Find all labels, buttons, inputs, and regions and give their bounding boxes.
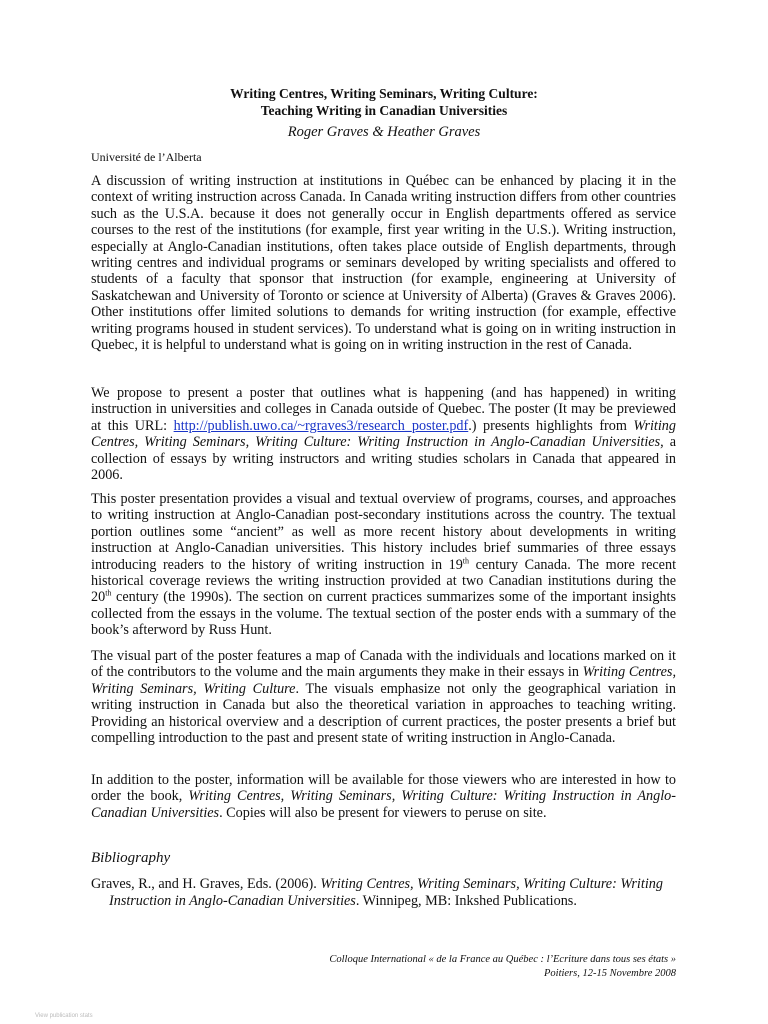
paragraph-4-text-a: The visual part of the poster features a map of Canada with the individuals and locations marked on it of the contributors to the volume and the main arguments they make in their essays in bbox=[91, 648, 676, 681]
book-title: Writing Centres, Writing Seminars, Writing Culture: Writing Instruction in Anglo-Canadian Universities bbox=[91, 417, 676, 451]
bibliography-entry-a: Graves, R., and H. Graves, Eds. (2006). bbox=[91, 876, 321, 892]
paragraph-4 bbox=[91, 648, 676, 746]
paragraph-3-text-b: century Canada. The more recent historical coverage reviews the writing instruction provided at two Canadian institutions during the 20 bbox=[91, 556, 677, 606]
authors: Roger Graves & Heather Graves bbox=[287, 124, 481, 140]
book-title: Writing Centres, Writing Seminars, Writing Culture bbox=[91, 664, 676, 697]
superscript-th: th bbox=[105, 588, 112, 598]
footer-location-date: Poitiers, 12-15 Novembre 2008 bbox=[543, 968, 676, 979]
bibliography-heading: Bibliography bbox=[91, 850, 171, 866]
view-publication-stats-link[interactable]: View publication stats bbox=[35, 1013, 93, 1019]
superscript-th: th bbox=[462, 555, 470, 565]
footer-conference: Colloque International « de la France au Québec : l’Ecriture dans tous ses états » bbox=[329, 954, 676, 965]
paragraph-4-text-b: . The visuals emphasize not only the geographical variation in writing instruction in Canada but also the theoretical variation in approaches to teaching writing. Providing an historical overview and a description of current practices, the poster presents a brief but compelling introduction to the past and present state of writing instruction in Anglo-Canada. bbox=[91, 680, 676, 747]
poster-url-link[interactable]: http://publish.uwo.ca/~rgraves3/research_poster.pdf bbox=[173, 417, 469, 434]
bibliography-entry bbox=[91, 876, 676, 910]
paragraph-3 bbox=[91, 491, 676, 639]
paragraph-2-text-a: We propose to present a poster that outlines what is happening (and has happened) in writing instruction in universities and colleges in Canada outside of Quebec. The poster (It may be previewed at this URL: bbox=[91, 385, 676, 434]
paragraph-5-text-a: In addition to the poster, information will be available for those viewers who are interested in how to order the book, bbox=[91, 772, 676, 805]
paragraph-3-text-c: century (the 1990s). The section on current practices summarizes some of the important insights collected from the essays in the volume. The textual section of the poster ends with a summary of the book’s afterword by Russ Hunt. bbox=[91, 589, 676, 639]
paragraph-3-text-a: This poster presentation provides a visual and textual overview of programs, courses, and approaches to writing instruction at Anglo-Canadian post-secondary institutions across the country. The textual portion outlines some “ancient” as well as more recent history about developments in writing instruction at Anglo-Canadian universities. This history includes brief summaries of three essays introducing readers to the history of writing instruction in 19 bbox=[91, 491, 676, 573]
bibliography-entry-b: . Winnipeg, MB: Inkshed Publications. bbox=[355, 893, 577, 909]
title-line-2: Teaching Writing in Canadian Universities bbox=[260, 103, 508, 118]
paragraph-1-text: A discussion of writing instruction at institutions in Québec can be enhanced by placing it in the context of writing instruction across Canada. In Canada writing instruction differs from other countries such as the U.S.A. because it does not generally occur in English departments offered as service courses to the rest of the institutions (for example, first year writing in the U.S.). Writing instruction, especially at Anglo-Canadian institutions, often takes place outside of English departments, through writing centres and individual programs or seminars developed by writing specialists and offered to students of a faculty that sponsor that instruction (for example, engineering at University of Saskatchewan and University of Toronto or science at University of Alberta) (Graves & Graves 2006). Other institutions offer limited solutions to demands for writing instruction (for example, effective writing programs housed in student services). To understand what is going on in writing instruction in Quebec, it is helpful to understand what is going on in writing instruction in the rest of Canada. bbox=[91, 173, 676, 354]
bibliography-book-title: Writing Centres, Writing Seminars, Writing Culture: Writing Instruction in Anglo-Canadian Universities bbox=[109, 876, 663, 909]
book-title: Writing Centres, Writing Seminars, Writing Culture: Writing Instruction in Anglo-Canadian Universities bbox=[91, 788, 676, 821]
paragraph-2-text-b: .) presents highlights from bbox=[468, 417, 634, 434]
paragraph-5-text-b: . Copies will also be present for viewers to peruse on site. bbox=[219, 804, 547, 821]
paragraph-1 bbox=[91, 173, 676, 353]
paragraph-2 bbox=[91, 385, 676, 483]
paragraph-2-text-c: , a collection of essays by writing instructors and writing studies scholars in Canada that appeared in 2006. bbox=[91, 434, 676, 484]
title-line-1: Writing Centres, Writing Seminars, Writing Culture: bbox=[230, 86, 538, 101]
affiliation: Université de l’Alberta bbox=[91, 150, 202, 164]
paragraph-5 bbox=[91, 772, 676, 821]
